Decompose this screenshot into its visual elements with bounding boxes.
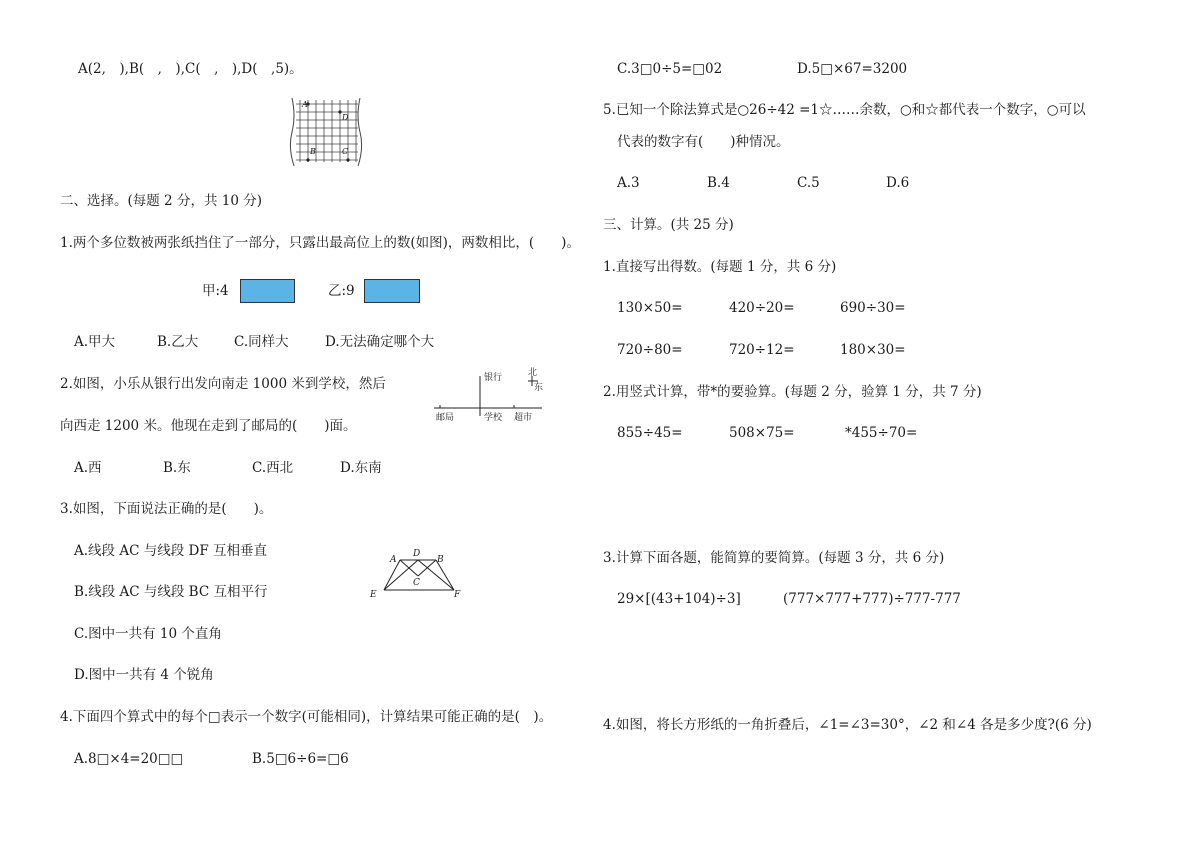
q4-option-b: B.5□6÷6=□6 — [252, 751, 349, 767]
q1-cover-box-jia — [240, 279, 295, 303]
q5-stem-line1: 5.已知一个除法算式是○26÷42 =1☆……余数，○和☆都代表一个数字，○可以 — [603, 102, 1086, 118]
q1-option-b: B.乙大 — [157, 334, 199, 350]
q5-option-d: D.6 — [886, 175, 910, 191]
grid-point-b: B — [310, 147, 316, 156]
q1-cover-box-yi — [364, 279, 420, 303]
map-label-bank: 银行 — [484, 373, 503, 383]
calc1-item-5: 720÷12= — [729, 342, 795, 358]
calc3-title: 3.计算下面各题，能简算的要简算。(每题 3 分，共 6 分) — [603, 550, 945, 566]
map-label-north: 北 — [528, 368, 538, 378]
fig-label-b: B — [437, 555, 444, 565]
q2-option-b: B.东 — [163, 460, 191, 476]
map-label-market: 超市 — [514, 413, 533, 423]
q5-option-c: C.5 — [797, 175, 820, 191]
coordinate-grid-figure — [268, 96, 364, 170]
grid-point-d: D — [342, 113, 349, 122]
q2-option-a: A.西 — [74, 460, 102, 476]
q2-option-d: D.东南 — [340, 460, 382, 476]
calc4-title: 4.如图，将长方形纸的一角折叠后，∠1=∠3=30°，∠2 和∠4 各是多少度?(6 分) — [603, 717, 1092, 733]
q5-stem-line2: 代表的数字有( )种情况。 — [617, 134, 790, 150]
q4-option-a: A.8□×4=20□□ — [74, 751, 184, 767]
calc2-item-3: *455÷70= — [845, 425, 918, 441]
section-2-title: 二、选择。(每题 2 分，共 10 分) — [60, 193, 262, 209]
calc1-item-4: 720÷80= — [617, 342, 683, 358]
q1-option-c: C.同样大 — [234, 334, 289, 350]
q2-map-figure — [432, 366, 544, 426]
q5-option-b: B.4 — [707, 175, 730, 191]
calc2-title: 2.用竖式计算，带*的要验算。(每题 2 分，验算 1 分，共 7 分) — [603, 384, 982, 400]
fig-label-e: E — [370, 590, 377, 600]
calc1-item-1: 130×50= — [617, 300, 683, 316]
calc1-title: 1.直接写出得数。(每题 1 分，共 6 分) — [603, 259, 837, 275]
calc2-item-1: 855÷45= — [617, 425, 683, 441]
section-3-title: 三、计算。(共 25 分) — [603, 217, 734, 233]
q3-option-a: A.线段 AC 与线段 DF 互相垂直 — [74, 543, 267, 559]
q4-option-c: C.3□0÷5=□02 — [617, 61, 723, 77]
coord-answer-line: A(2, ),B( , ),C( , ),D( ,5)。 — [78, 61, 303, 77]
q2-option-c: C.西北 — [252, 460, 294, 476]
map-label-post-office: 邮局 — [436, 413, 455, 423]
q2-stem-line1: 2.如图，小乐从银行出发向南走 1000 米到学校，然后 — [60, 376, 386, 392]
q3-option-c: C.图中一共有 10 个直角 — [74, 626, 222, 642]
map-label-east: 东 — [534, 383, 544, 393]
grid-point-a: A — [302, 100, 308, 109]
q4-stem: 4.下面四个算式中的每个□表示一个数字(可能相同)，计算结果可能正确的是( )。 — [60, 709, 553, 725]
calc3-item-2: (777×777+777)÷777-777 — [783, 591, 961, 607]
calc1-item-2: 420÷20= — [729, 300, 795, 316]
q5-option-a: A.3 — [617, 175, 640, 191]
q3-geometry-figure — [366, 546, 466, 600]
fig-label-c: C — [413, 578, 420, 588]
fig-label-a: A — [390, 555, 397, 565]
q1-label-yi: 乙:9 — [328, 283, 355, 299]
q1-option-a: A.甲大 — [74, 334, 116, 350]
q1-stem: 1.两个多位数被两张纸挡住了一部分，只露出最高位上的数(如图)，两数相比，( )。 — [60, 235, 580, 251]
map-label-school: 学校 — [484, 413, 503, 423]
q2-stem-line2: 向西走 1200 米。他现在走到了邮局的( )面。 — [60, 418, 357, 434]
fig-label-f: F — [454, 590, 461, 600]
q3-option-b: B.线段 AC 与线段 BC 互相平行 — [74, 584, 268, 600]
calc3-item-1: 29×[(43+104)÷3] — [617, 591, 741, 607]
q1-option-d: D.无法确定哪个大 — [325, 334, 435, 350]
q4-option-d: D.5□×67=3200 — [797, 61, 908, 77]
q3-stem: 3.如图，下面说法正确的是( )。 — [60, 501, 273, 517]
calc1-item-3: 690÷30= — [840, 300, 906, 316]
q1-label-jia: 甲:4 — [202, 283, 229, 299]
calc1-item-6: 180×30= — [840, 342, 906, 358]
grid-point-c: C — [342, 147, 349, 156]
q3-option-d: D.图中一共有 4 个锐角 — [74, 667, 214, 683]
calc2-item-2: 508×75= — [729, 425, 795, 441]
fig-label-d: D — [413, 549, 421, 559]
